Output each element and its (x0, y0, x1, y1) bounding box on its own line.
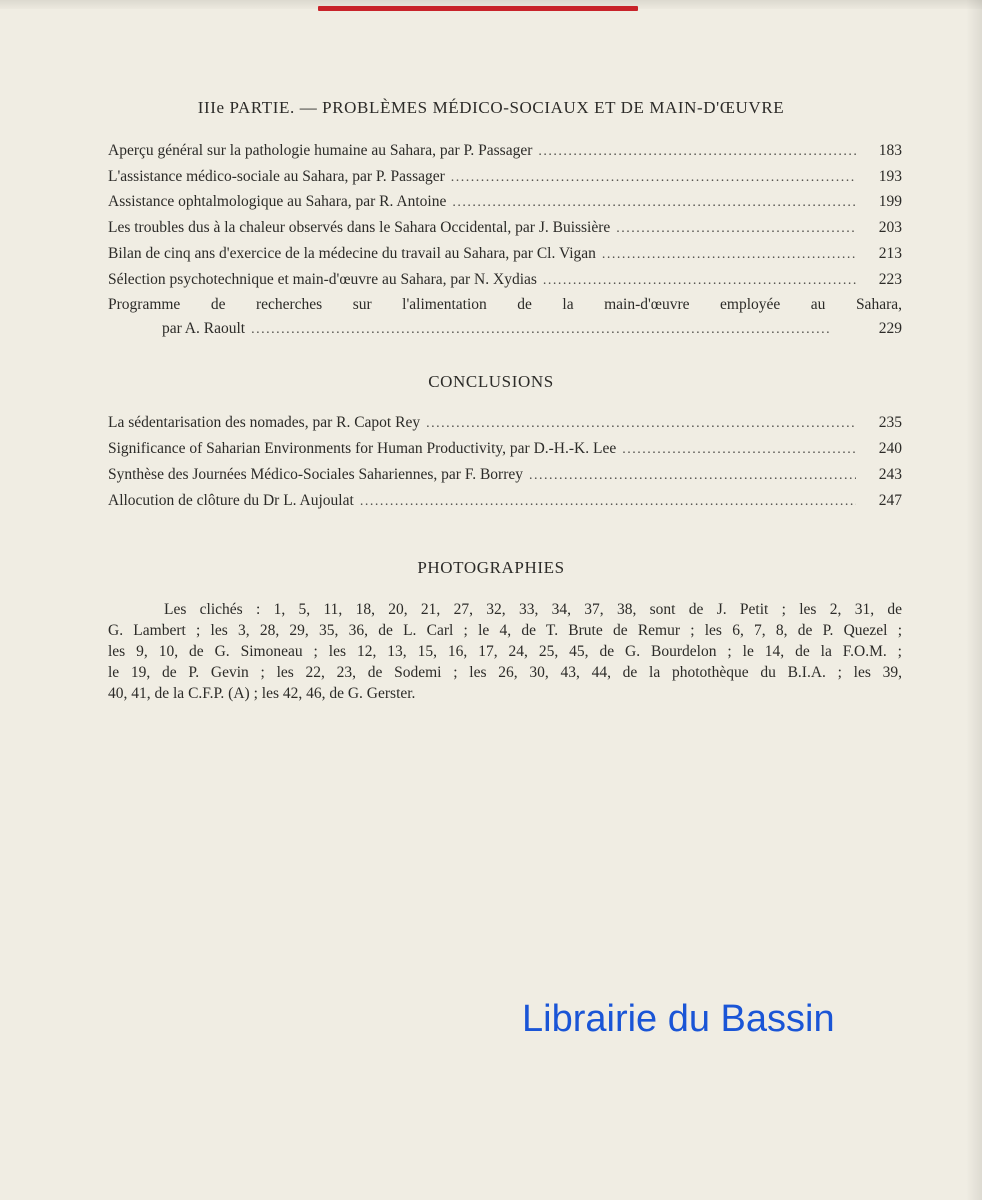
toc-entry (108, 490, 902, 512)
toc-entry (108, 166, 902, 188)
dot-leader (529, 465, 856, 487)
photo-credits-line: les 9, 10, de G. Simoneau ; les 12, 13, 15, 16, 17, 24, 25, 45, de G. Bourdelon ; le 14, de la F.O.M. ; (108, 643, 902, 660)
toc-entry (108, 140, 902, 162)
bookmark-ribbon (318, 6, 638, 11)
toc-entry-page: 243 (878, 466, 902, 483)
toc-entry-text: Les troubles dus à la chaleur observés dans le Sahara Occidental, par J. Buissière (108, 219, 611, 236)
toc-entry (108, 191, 902, 213)
dot-leader (451, 167, 856, 189)
photo-credits-line: G. Lambert ; les 3, 28, 29, 35, 36, de L. Carl ; le 4, de T. Brute de Remur ; les 6, 7, 8, de P. Quezel ; (108, 622, 902, 639)
section-title-photographies: PHOTOGRAPHIES (417, 558, 565, 577)
toc-entry (108, 438, 902, 460)
toc-entry-text: Synthèse des Journées Médico-Sociales Sahariennes, par F. Borrey (108, 466, 524, 483)
toc-entry-page: 235 (878, 414, 902, 431)
dot-leader (251, 319, 856, 341)
photo-credits-line: Les clichés : 1, 5, 11, 18, 20, 21, 27, 32, 33, 34, 37, 38, sont de J. Petit ; les 2, 31, de (164, 601, 902, 618)
toc-entry-text: Aperçu général sur la pathologie humaine au Sahara, par P. Passager (108, 142, 533, 159)
photo-credits-line: le 19, de P. Gevin ; les 22, 23, de Sodemi ; les 26, 30, 43, 44, de la photothèque du B.I.A. ; les 39, (108, 664, 902, 681)
toc-entry (108, 217, 902, 239)
toc-entry-text: La sédentarisation des nomades, par R. Capot Rey (108, 414, 421, 431)
toc-entry-page: 223 (878, 271, 902, 288)
toc-entry (108, 243, 902, 265)
watermark-text: Librairie du Bassin (522, 998, 835, 1040)
photo-credits-paragraph (108, 599, 902, 704)
toc-entry-text: Sélection psychotechnique et main-d'œuvre au Sahara, par N. Xydias (108, 271, 537, 288)
toc-entry-text: Assistance ophtalmologique au Sahara, par R. Antoine (108, 193, 447, 210)
toc-entry-text: Significance of Saharian Environments for Human Productivity, par D.-H.-K. Lee (108, 440, 617, 457)
section-title-part3: IIIe PARTIE. — PROBLÈMES MÉDICO-SOCIAUX ET DE MAIN-D'ŒUVRE (197, 98, 785, 117)
dot-leader (543, 270, 856, 292)
page-gutter-shadow (966, 0, 982, 1200)
toc-entry (108, 464, 902, 486)
toc-entry (108, 269, 902, 291)
dot-leader (622, 439, 856, 461)
dot-leader (602, 244, 856, 266)
toc-entry-page: 213 (878, 245, 902, 262)
dot-leader (616, 218, 856, 240)
toc-entry (162, 318, 902, 340)
toc-entry-continuation: par A. Raoult (162, 320, 246, 337)
dot-leader (426, 413, 856, 435)
toc-entry-page: 203 (878, 219, 902, 236)
toc-entry-page: 199 (878, 193, 902, 210)
toc-entry-page: 193 (878, 168, 902, 185)
toc-entry-page: 240 (878, 440, 902, 457)
toc-entry-text: L'assistance médico-sociale au Sahara, par P. Passager (108, 168, 445, 185)
toc-entry-text: Allocution de clôture du Dr L. Aujoulat (108, 492, 354, 509)
toc-entry-page: 183 (878, 142, 902, 159)
dot-leader (452, 192, 856, 214)
toc-entry (108, 412, 902, 434)
toc-entry-page: 229 (878, 320, 902, 337)
toc-entry-page: 247 (878, 492, 902, 509)
toc-entry-text: Programme de recherches sur l'alimentation de la main-d'œuvre employée au Sahara, (108, 296, 902, 313)
dot-leader (360, 491, 856, 513)
dot-leader (538, 141, 856, 163)
section-title-conclusions: CONCLUSIONS (428, 372, 554, 391)
toc-entry-text: Bilan de cinq ans d'exercice de la médecine du travail au Sahara, par Cl. Vigan (108, 245, 596, 262)
photo-credits-line: 40, 41, de la C.F.P. (A) ; les 42, 46, de G. Gerster. (108, 685, 416, 702)
